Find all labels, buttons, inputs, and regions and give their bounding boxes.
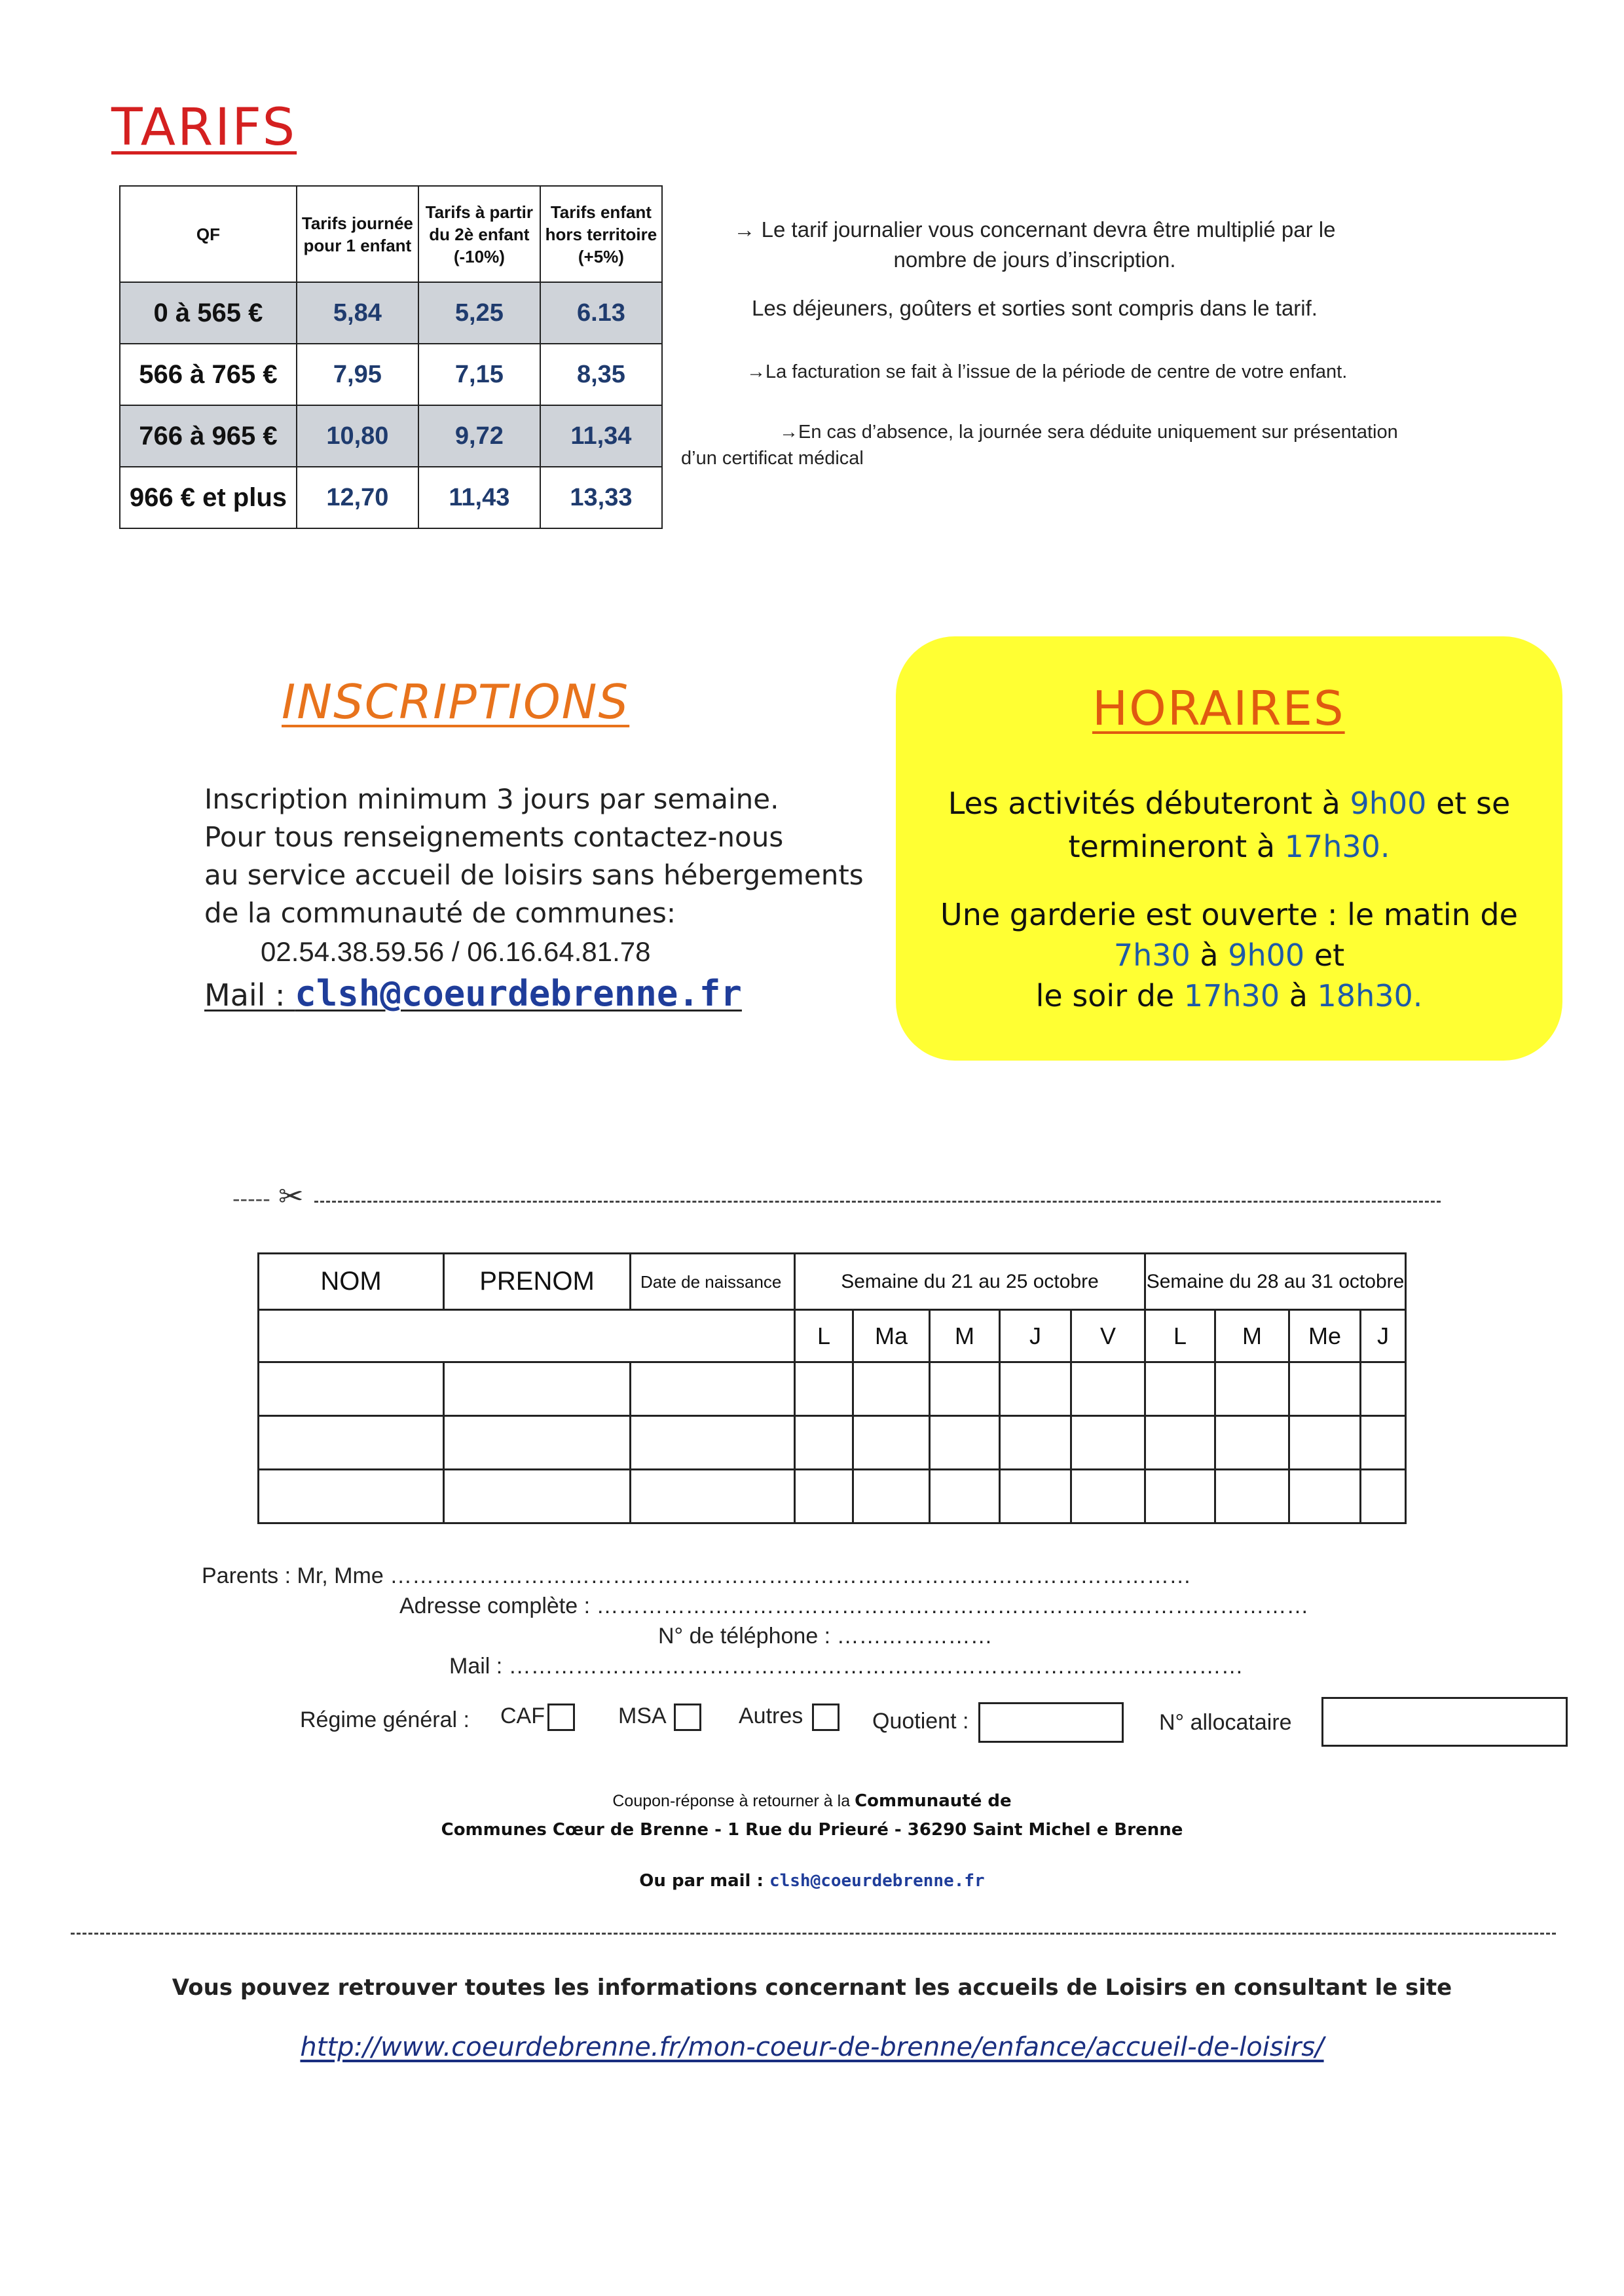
day-cell[interactable] — [930, 1362, 1000, 1416]
header-week-2: Semaine du 28 au 31 octobre — [1145, 1254, 1406, 1310]
tarif-note-multiply: → Le tarif journalier vous concernant devra être multiplié par le nombre de jours d’inscription. — [733, 217, 1336, 272]
mail-link[interactable]: clsh@coeurdebrenne.fr — [295, 973, 742, 1014]
day-cell[interactable] — [1071, 1470, 1145, 1523]
tarifs-title: TARIFS — [111, 98, 297, 157]
msa-option[interactable]: MSA — [618, 1704, 701, 1731]
inscription-minimum: Inscription minimum 3 jours par semaine. — [204, 783, 779, 815]
tarif-note-billing: →La facturation se fait à l’issue de la période de centre de votre enfant. — [747, 361, 1348, 382]
header-tarif-3: Tarifs enfant hors territoire (+5%) — [540, 186, 662, 282]
msa-checkbox[interactable] — [674, 1704, 701, 1731]
tarif-qf: 766 à 965 € — [120, 405, 297, 467]
tarif-value: 7,15 — [418, 344, 540, 405]
day-cell[interactable] — [1289, 1470, 1361, 1523]
day-cell[interactable] — [795, 1362, 853, 1416]
day-label: L — [1145, 1310, 1215, 1362]
header-date-naissance: Date de naissance — [631, 1254, 795, 1310]
day-cell[interactable] — [1000, 1470, 1071, 1523]
day-label: M — [930, 1310, 1000, 1362]
day-cell[interactable] — [930, 1416, 1000, 1470]
telephone-field[interactable]: N° de téléphone : ………………… — [658, 1624, 993, 1649]
day-label: M — [1215, 1310, 1289, 1362]
autres-option[interactable]: Autres — [739, 1704, 840, 1731]
day-cell[interactable] — [1361, 1470, 1406, 1523]
header-week-1: Semaine du 21 au 25 octobre — [795, 1254, 1145, 1310]
day-cell[interactable] — [1000, 1416, 1071, 1470]
day-cell[interactable] — [1145, 1470, 1215, 1523]
day-cell[interactable] — [1000, 1362, 1071, 1416]
tarif-qf: 966 € et plus — [120, 467, 297, 528]
cut-line — [314, 1201, 1441, 1203]
inscriptions-title: INSCRIPTIONS — [282, 674, 630, 729]
quotient-input[interactable] — [978, 1702, 1124, 1743]
prenom-cell[interactable] — [444, 1470, 631, 1523]
header-tarif-2: Tarifs à partir du 2è enfant (-10%) — [418, 186, 540, 282]
tarif-value: 10,80 — [297, 405, 418, 467]
table-row[interactable] — [259, 1362, 1406, 1416]
tarif-note-meals: Les déjeuners, goûters et sorties sont compris dans le tarif. — [752, 296, 1318, 320]
day-cell[interactable] — [1071, 1362, 1145, 1416]
table-row[interactable] — [259, 1470, 1406, 1523]
day-label: V — [1071, 1310, 1145, 1362]
day-label: L — [795, 1310, 853, 1362]
header-prenom: PRENOM — [444, 1254, 631, 1310]
tarif-row — [120, 467, 662, 528]
inscription-phones: 02.54.38.59.56 / 06.16.64.81.78 — [261, 936, 651, 967]
date-cell[interactable] — [631, 1470, 795, 1523]
regime-label: Régime général : — [300, 1707, 470, 1732]
tarif-row — [120, 405, 662, 467]
allocataire-input[interactable] — [1321, 1697, 1568, 1747]
day-cell[interactable] — [1215, 1470, 1289, 1523]
allocataire-label: N° allocataire — [1159, 1710, 1292, 1735]
nom-cell[interactable] — [259, 1416, 444, 1470]
header-nom: NOM — [259, 1254, 444, 1310]
coupon-mail-link[interactable]: clsh@coeurdebrenne.fr — [769, 1871, 985, 1891]
tarif-value: 11,43 — [418, 467, 540, 528]
prenom-cell[interactable] — [444, 1362, 631, 1416]
garderie-soir: le soir de 17h30 à 18h30. — [1035, 978, 1423, 1013]
header-tarif-1: Tarifs journée pour 1 enfant — [297, 186, 418, 282]
tarif-value: 9,72 — [418, 405, 540, 467]
tarifs-header-row — [120, 186, 662, 282]
tarif-value: 13,33 — [540, 467, 662, 528]
day-cell[interactable] — [795, 1470, 853, 1523]
coupon-line-1: Coupon-réponse à retourner à la Communauté de — [612, 1791, 1012, 1811]
tarif-row — [120, 344, 662, 405]
tarif-value: 8,35 — [540, 344, 662, 405]
day-cell[interactable] — [853, 1362, 930, 1416]
days-spacer — [259, 1310, 795, 1362]
day-cell[interactable] — [1361, 1362, 1406, 1416]
autres-checkbox[interactable] — [812, 1704, 840, 1731]
tarif-value: 7,95 — [297, 344, 418, 405]
inscription-contact: Pour tous renseignements contactez-nous — [204, 821, 784, 853]
day-cell[interactable] — [1071, 1416, 1145, 1470]
scissors-icon: ✂ — [278, 1178, 304, 1214]
tarif-value: 5,25 — [418, 282, 540, 344]
caf-checkbox[interactable] — [547, 1704, 575, 1731]
caf-option[interactable]: CAF — [500, 1704, 575, 1731]
table-row[interactable] — [259, 1416, 1406, 1470]
garderie-matin: 7h30 à 9h00 et — [1113, 938, 1345, 973]
inscription-communaute: de la communauté de communes: — [204, 897, 676, 929]
nom-cell[interactable] — [259, 1470, 444, 1523]
adresse-field[interactable]: Adresse complète : …………………………………………………………………………………… — [399, 1594, 1309, 1618]
tarif-row — [120, 282, 662, 344]
tarif-value: 6.13 — [540, 282, 662, 344]
prenom-cell[interactable] — [444, 1416, 631, 1470]
coupon-address: Communes Cœur de Brenne - 1 Rue du Prieuré - 36290 Saint Michel e Brenne — [441, 1820, 1183, 1840]
tarif-value: 5,84 — [297, 282, 418, 344]
date-cell[interactable] — [631, 1416, 795, 1470]
footer-text: Vous pouvez retrouver toutes les informations concernant les accueils de Loisirs en consultant le site — [172, 1975, 1452, 2001]
day-label: J — [1361, 1310, 1406, 1362]
tarif-note-absence: →En cas d’absence, la journée sera déduite uniquement sur présentation d’un certificat médical — [681, 422, 1398, 469]
day-cell[interactable] — [1289, 1362, 1361, 1416]
header-qf: QF — [120, 186, 297, 282]
mail-label: Mail : — [204, 977, 295, 1013]
date-cell[interactable] — [631, 1362, 795, 1416]
tarif-value: 12,70 — [297, 467, 418, 528]
tarif-value: 11,34 — [540, 405, 662, 467]
inscription-mail-line — [204, 973, 742, 1014]
day-label: Me — [1289, 1310, 1361, 1362]
parents-field[interactable]: Parents : Mr, Mme ……………………………………………………………………………………………… — [202, 1563, 1192, 1588]
day-label: J — [1000, 1310, 1071, 1362]
cut-prefix: ----- — [232, 1186, 270, 1211]
registration-table — [257, 1252, 1407, 1524]
footer-separator — [71, 1933, 1556, 1935]
day-cell[interactable] — [1215, 1362, 1289, 1416]
day-cell[interactable] — [853, 1470, 930, 1523]
day-cell[interactable] — [1145, 1416, 1215, 1470]
day-cell[interactable] — [1215, 1416, 1289, 1470]
day-cell[interactable] — [1145, 1362, 1215, 1416]
mail-field[interactable]: Mail : ……………………………………………………………………………………… — [449, 1654, 1244, 1679]
tarif-qf: 566 à 765 € — [120, 344, 297, 405]
garderie-title: Une garderie est ouverte : le matin de — [940, 897, 1518, 932]
horaires-title: HORAIRES — [1092, 681, 1345, 736]
inscription-service: au service accueil de loisirs sans hébergements — [204, 859, 864, 891]
day-cell[interactable] — [795, 1416, 853, 1470]
day-cell[interactable] — [930, 1470, 1000, 1523]
tarif-qf: 0 à 565 € — [120, 282, 297, 344]
quotient-label: Quotient : — [872, 1709, 969, 1734]
tarifs-table — [119, 185, 663, 529]
horaires-fin: termineront à 17h30. — [1068, 829, 1390, 864]
day-cell[interactable] — [1289, 1416, 1361, 1470]
coupon-mail-line: Ou par mail : clsh@coeurdebrenne.fr — [639, 1871, 985, 1891]
day-label: Ma — [853, 1310, 930, 1362]
horaires-debut: Les activités débuteront à 9h00 et se — [948, 786, 1511, 821]
nom-cell[interactable] — [259, 1362, 444, 1416]
footer-url-link[interactable]: http://www.coeurdebrenne.fr/mon-coeur-de-brenne/enfance/accueil-de-loisirs/ — [300, 2032, 1324, 2062]
day-cell[interactable] — [1361, 1416, 1406, 1470]
day-cell[interactable] — [853, 1416, 930, 1470]
